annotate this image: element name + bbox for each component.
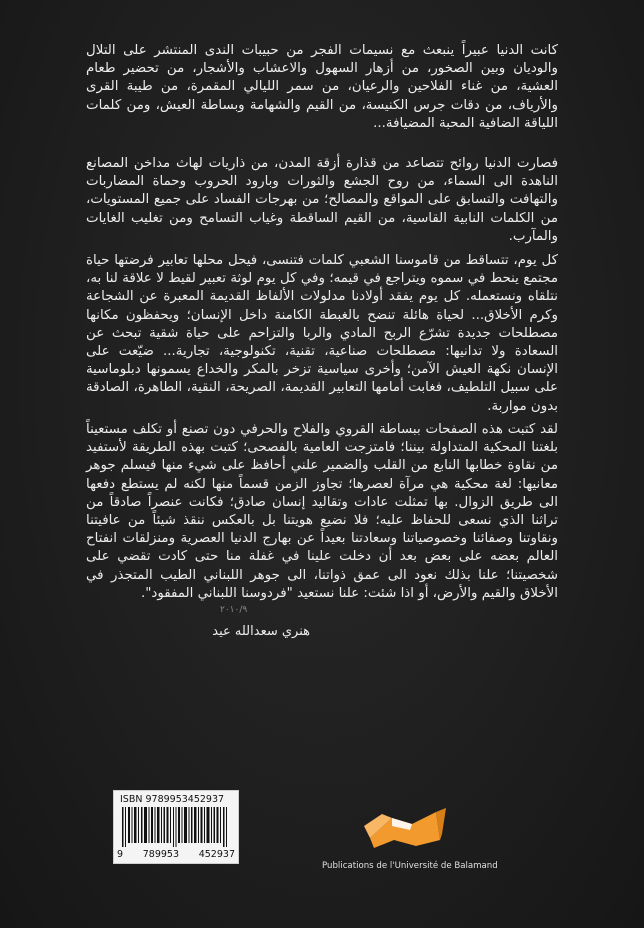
isbn-digits xyxy=(117,849,235,860)
isbn-label: ISBN 9789953452937 xyxy=(120,794,225,805)
isbn-barcode-box xyxy=(113,790,239,864)
publisher-logo-icon xyxy=(362,800,446,852)
isbn-digit-lead: 9 xyxy=(117,849,124,860)
author-name: هنري سعدالله عيد xyxy=(212,624,310,639)
isbn-digit-group-1: 789953 xyxy=(142,849,180,860)
isbn-digit-group-2: 452937 xyxy=(198,849,235,860)
paragraph-3: كل يوم، تتساقط من قاموسنا الشعبي كلمات فتنسى، فيحل محلها تعابير فرضتها حياة مجتمع ينحط في سموه ويتراجع في قيمه؛ وفي كل يوم لوثة تعبير لقيط لا علاقة لنا به، نتلقاه ونستعمله. كل يوم يفقد أولادنا مدلولات الألفاظ القديمة المعبرة عن الشجاعة وكرم الأخلاق... لحياة هائلة تنضح بالغبطة الكامنة داخل الإنسان؛ ويحفظون مكانها مصطلحات جديدة تشرّع الربح المادي والربا والتزاحم على حياة شقية تبحث عن السعادة ولا تدانيها: مصطلحات صناعية، تقنية، تكنولوجية، تجارية... ضيّعت على الإنسان نكهة العيش الآمن؛ وأخرى سياسية تزخر بالمكر والخداع يسمونها دبلوماسية على سبيل التلطيف، فغابت أمامها التعابير القديمة، الصريحة، النقية، الطاهرة، الصادقة بدون مواربة. xyxy=(86,253,558,414)
paragraph-2: فصارت الدنيا روائح تتصاعد من قذارة أزقة المدن، من ذاريات لهاث مداخن المصانع الناهدة الى السماء، من روح الجشع والثورات وبارود الحروب وحماة المضاربات والتهافت والتسابق على المواقع والمصالح؛ من بهرجات الفساد على جميع المستويات، من الكلمات النابية القاسية، من القيم الساقطة وغياب التسامح ومن تغليب الغايات والمآرب. xyxy=(86,156,558,244)
paragraph-4: لقد كتبت هذه الصفحات ببساطة القروي والفلاح والحرفي دون تصنع أو تكلف مستعيناً بلغتنا المحكية المتداولة بيننا؛ فامتزجت العامية بالفصحى؛ كتبت بهذه الطريقة لأستفيد من نقاوة خطابها النابع من القلب والضمير علني أحافظ على شيء منها فيسلم جوهر معانيها: لغة محكية هي مرآة لعصرها؛ تجاوز الزمن قسماً منها لكنه لم يستطع دفعها الى طريق الزوال. بها تمثلت عادات وتقاليد إنسان صادق؛ فكانت عنصراً صادقاً من تراثنا الذي نسعى للحفاظ عليه؛ فلا نضيع هويتنا بل بالعكس ننقذ شيئاً من عافيتنا ونقاوتنا وصفائنا وخصوصياتنا وسعادتنا بعيداً عن بهارج الدنيا العصرية ومنزلقات انفتاح العالم بعضه على بعض بعد أن دخلت علينا في غفلة منا حتى كادت تقضي على شخصيتنا؛ علنا بذلك نعود الى عمق ذواتنا، الى جوهر اللبناني الطيب المتجذر في الأخلاق والقيم والأرض، أو اذا شئت: علنا نستعيد "فردوسنا اللبناني المفقود". xyxy=(86,422,558,601)
paragraph-1: كانت الدنيا عبيراً ينبعث مع نسيمات الفجر من حبيبات الندى المنتشر على التلال والوديان وبين الصخور، من أزهار السهول والاعشاب والأشجار، من تحضير طعام العشية، من غناء الفلاحين والرعيان، من سمر الليالي المقمرة، من طيبة القرى والأرياف، من دقات جرس الكنيسة، من القيم والشهامة وبساطة العيش، ومن كلمات اللياقة الضافية المحبة المضيافة... xyxy=(86,43,558,131)
date: ٢٠١٠/٩ xyxy=(220,605,248,615)
publisher-name: Publications de l'Université de Balamand xyxy=(322,861,498,871)
barcode-icon xyxy=(120,807,232,847)
